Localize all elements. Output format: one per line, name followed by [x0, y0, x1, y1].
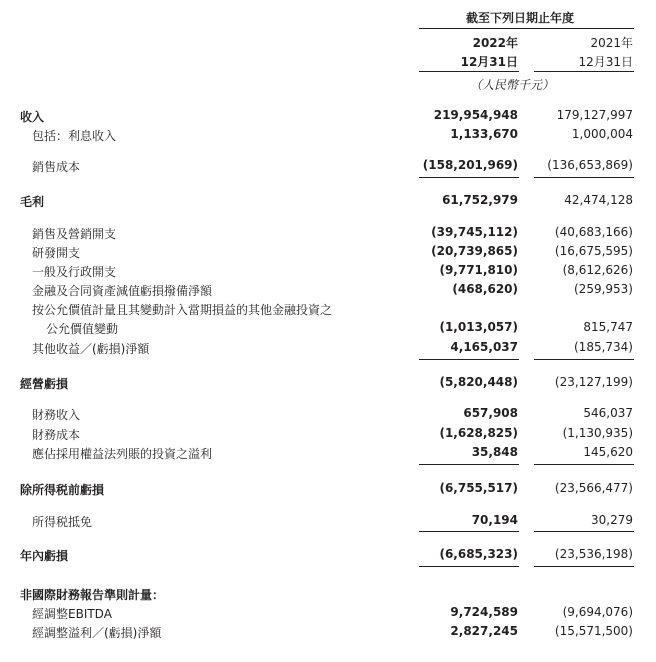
value-2021: (40,683,166) — [554, 225, 633, 239]
value-2021: 42,474,128 — [564, 193, 633, 207]
row-label: 公允價值變動 — [46, 322, 119, 336]
value-2022: (6,755,517) — [439, 481, 518, 495]
value-2021: 30,279 — [591, 513, 633, 527]
value-2022: (5,820,448) — [439, 375, 518, 389]
value-2021: (23,536,198) — [554, 547, 633, 561]
value-2022: 9,724,589 — [450, 605, 518, 619]
row-label: 經調整EBITDA — [32, 607, 112, 621]
value-2021: 179,127,997 — [556, 108, 633, 122]
section-heading: 非國際財務報告準則計量： — [20, 588, 165, 602]
subtotal-rule — [419, 531, 519, 532]
value-2022: 70,194 — [471, 513, 518, 527]
value-2022: 1,133,670 — [450, 127, 518, 141]
value-2022: (1,628,825) — [439, 426, 518, 440]
value-2021: (9,694,076) — [562, 605, 633, 619]
value-2021: 546,037 — [583, 406, 633, 420]
value-2022: (9,771,810) — [439, 263, 518, 277]
value-2022: 35,848 — [471, 445, 518, 459]
value-2022: (1,013,057) — [439, 320, 518, 334]
total-rule — [534, 566, 634, 567]
value-2022: 4,165,037 — [450, 340, 518, 354]
subtotal-rule — [419, 177, 519, 178]
value-2021: (136,653,869) — [547, 158, 633, 172]
row-label: 金融及合同資產減值虧損撥備淨額 — [32, 284, 213, 298]
row-label: 年內虧損 — [20, 549, 69, 563]
value-2021: (8,612,626) — [562, 263, 633, 277]
subtotal-rule — [534, 531, 634, 532]
unit-label: （人民幣千元） — [470, 78, 555, 92]
row-label: 包括：利息收入 — [32, 129, 117, 143]
value-2022: 219,954,948 — [433, 108, 518, 122]
row-label: 收入 — [20, 110, 45, 124]
header-rule — [419, 28, 634, 29]
value-2022: (20,739,865) — [431, 244, 518, 258]
header-rule-2022 — [419, 71, 519, 72]
col-2021-date: 12月31日 — [578, 55, 633, 69]
row-label: 財務成本 — [32, 428, 81, 442]
col-2021-year: 2021年 — [590, 36, 633, 50]
total-rule — [419, 566, 519, 567]
col-2022-year: 2022年 — [472, 36, 518, 50]
row-label: 其他收益／(虧損)淨額 — [32, 342, 150, 356]
value-2021: (185,734) — [574, 340, 633, 354]
row-label: 一般及行政開支 — [32, 265, 117, 279]
row-label: 毛利 — [20, 195, 45, 209]
value-2021: (23,566,477) — [554, 481, 633, 495]
col-2022-date: 12月31日 — [460, 55, 518, 69]
row-label: 應佔採用權益法列賬的投資之溢利 — [32, 447, 213, 461]
value-2021: (259,953) — [574, 282, 633, 296]
value-2022: 61,752,979 — [442, 193, 518, 207]
row-label: 財務收入 — [32, 408, 81, 422]
row-label: 研發開支 — [32, 246, 81, 260]
row-label: 經營虧損 — [20, 377, 69, 391]
header-rule-2021 — [534, 71, 634, 72]
value-2021: (1,130,935) — [562, 426, 633, 440]
value-2022: (158,201,969) — [422, 158, 518, 172]
row-label: 銷售及營銷開支 — [32, 227, 117, 241]
value-2021: 815,747 — [583, 320, 633, 334]
value-2022: 2,827,245 — [450, 624, 518, 638]
value-2021: (16,675,595) — [554, 244, 633, 258]
value-2022: 657,908 — [463, 406, 518, 420]
value-2021: (23,127,199) — [554, 375, 633, 389]
value-2022: (468,620) — [452, 282, 518, 296]
row-label: 所得税抵免 — [32, 515, 93, 529]
row-label: 按公允價值計量且其變動計入當期損益的其他金融投資之 — [32, 303, 333, 317]
value-2022: (6,685,323) — [439, 547, 518, 561]
period-heading: 截至下列日期止年度 — [466, 11, 575, 25]
subtotal-rule — [419, 359, 519, 360]
row-label: 銷售成本 — [32, 160, 81, 174]
subtotal-rule — [419, 464, 519, 465]
row-label: 經調整溢利／(虧損)淨額 — [32, 626, 162, 640]
value-2021: 145,620 — [583, 445, 633, 459]
subtotal-rule — [534, 359, 634, 360]
value-2021: 1,000,004 — [571, 127, 633, 141]
subtotal-rule — [534, 177, 634, 178]
row-label: 除所得税前虧損 — [20, 483, 105, 497]
subtotal-rule — [534, 464, 634, 465]
value-2021: (15,571,500) — [554, 624, 633, 638]
value-2022: (39,745,112) — [431, 225, 518, 239]
